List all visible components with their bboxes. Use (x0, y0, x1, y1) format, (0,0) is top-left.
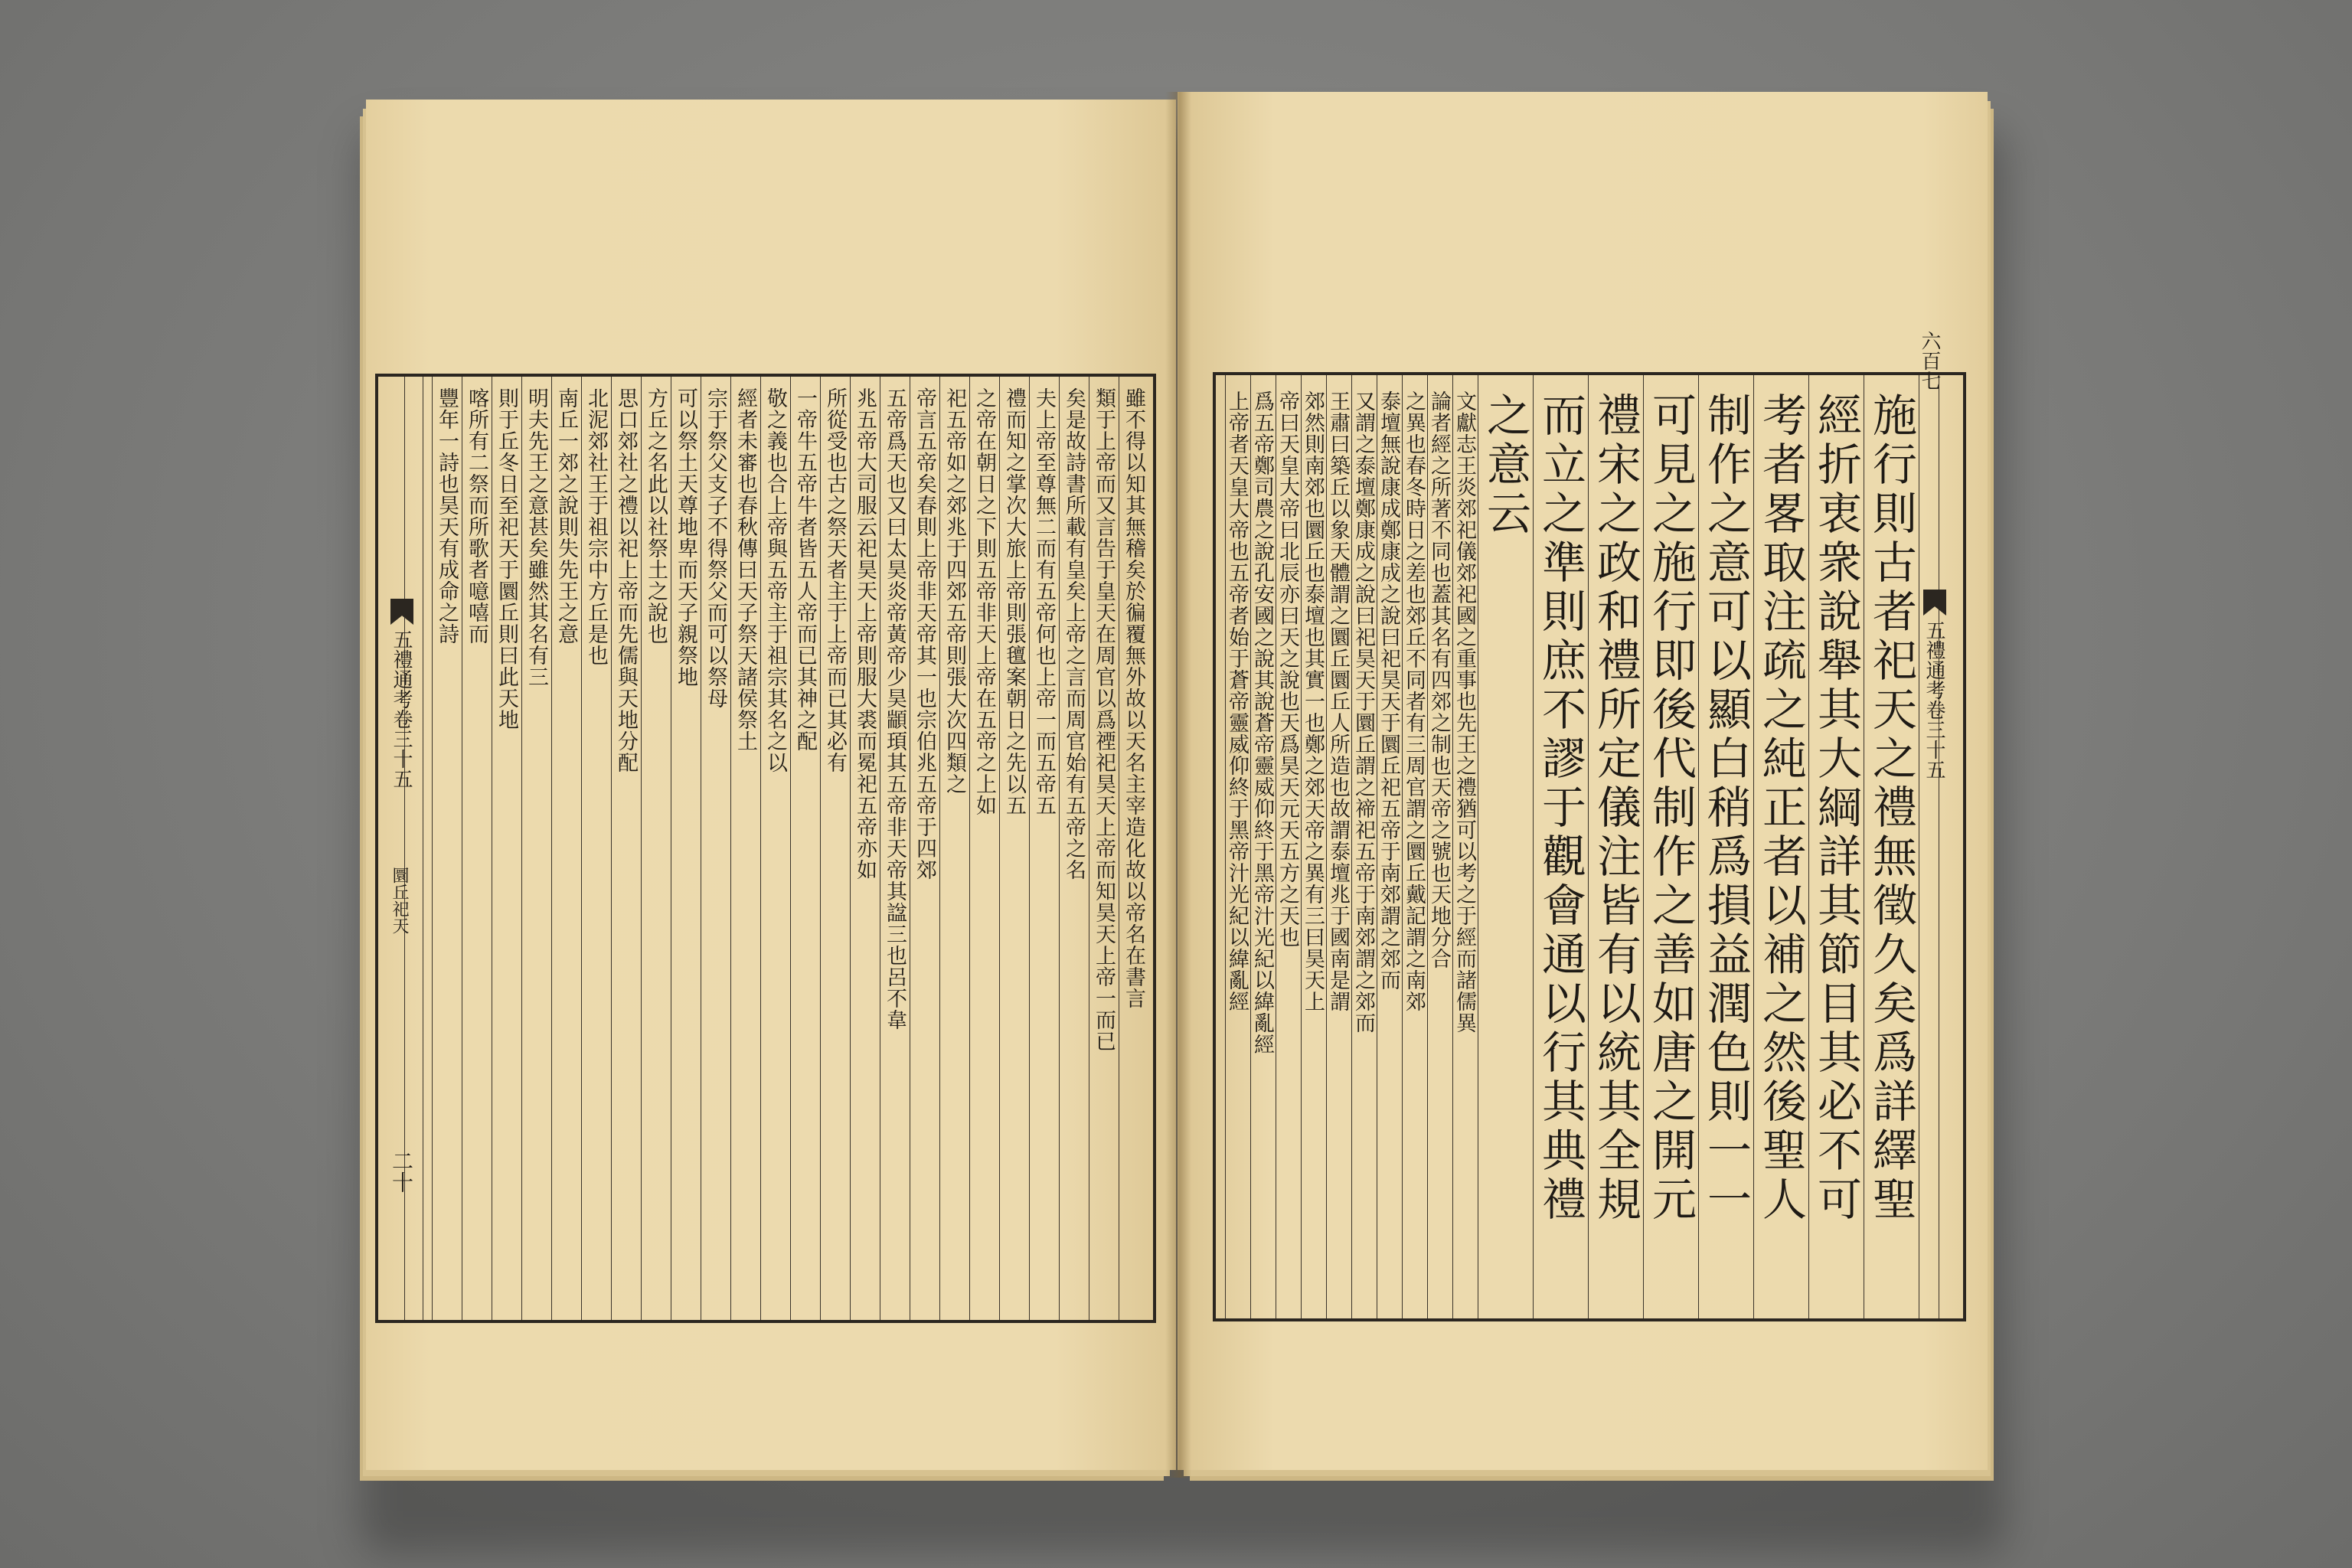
column-rule (820, 377, 821, 1320)
text-column: 宗于祭父支子不得祭父而可以祭母 (704, 387, 727, 709)
text-column: 禮宋之政和禮所定儀注皆有以統其全規 (1589, 392, 1642, 1225)
text-column: 祀五帝如之郊兆于四郊五帝則張大次四類之 (942, 387, 966, 795)
column-rule (969, 377, 970, 1320)
text-column: 之意云 (1479, 392, 1531, 539)
column-rule (939, 377, 940, 1320)
text-column: 敬之義也合上帝與五帝主于祖宗其名之以 (763, 387, 787, 773)
text-column: 泰壇無說康成鄭康成之說曰祀昊天于圜丘祀五帝于南郊謂之郊而 (1377, 390, 1400, 991)
text-column: 考者畧取注疏之純正者以補之然後聖人 (1755, 392, 1807, 1225)
left-text-frame (375, 374, 1156, 1323)
text-column: 雖不得以知其無稽矣於徧覆無外故以天名主宰造化故以帝名在書言 (1122, 387, 1145, 1009)
text-column: 帝曰天皇大帝曰北辰亦曰天之說也天爲昊天元天五方之天也 (1276, 390, 1299, 948)
text-column: 施行則古者祀天之禮無徵久矣爲詳繹聖 (1865, 392, 1917, 1225)
column-rule (521, 377, 522, 1320)
text-column: 文獻志王炎郊祀儀郊祀國之重事也先王之禮猶可以考之于經而諸儒異 (1452, 390, 1476, 1034)
text-column: 豐年一詩也昊天有成命之詩 (435, 387, 459, 645)
text-column: 王肅曰築丘以象天體謂之圜丘圜丘人所造也故謂泰壇兆于國南是謂 (1326, 390, 1350, 1012)
text-column: 又謂之泰壇鄭康成之說曰祀昊天于圜丘謂之禘祀五帝于南郊謂之郊而 (1351, 390, 1375, 1034)
text-column: 五帝爲天也又曰太昊炎帝黃帝少昊顓頊其五帝非天帝其諡三也呂不韋 (883, 387, 906, 1031)
fishtail-mark (1923, 590, 1946, 616)
text-column: 經者未審也春秋傳曰天子祭天諸侯祭土 (733, 387, 757, 752)
column-rule (850, 377, 851, 1320)
fold-title: 五禮通考卷三十五 (1922, 620, 1945, 779)
text-column: 喀所有二祭而所歌者噫嘻而 (465, 387, 488, 645)
fold-title: 五禮通考卷三十五 (390, 629, 413, 789)
column-rule (790, 377, 791, 1320)
column-rule (581, 377, 582, 1320)
text-column: 明夫先王之意甚矣雖然其名有三 (524, 387, 548, 688)
text-column: 則于丘冬日至祀天于圜丘則曰此天地 (495, 387, 518, 730)
text-column: 思口郊社之禮以祀上帝而先儒與天地分配 (614, 387, 638, 773)
text-column: 爲五帝鄭司農之說孔安國之說其說蒼帝靈威仰終于黑帝汁光紀以緯亂經 (1250, 390, 1274, 1055)
fold-section: 圜丘祀天 (390, 867, 409, 934)
column-rule (999, 377, 1000, 1320)
text-column: 論者經之所著不同也蓋其名有四郊之制也天帝之號也天地分合 (1427, 390, 1451, 969)
column-rule (1059, 377, 1060, 1320)
text-column: 而立之準則庶不謬于觀會通以行其典禮 (1534, 392, 1586, 1225)
column-rule (551, 377, 552, 1320)
text-column: 一帝牛五帝牛者皆五人帝而已其神之配 (793, 387, 817, 752)
book-gutter (1165, 92, 1191, 1478)
column-rule (1698, 375, 1699, 1318)
column-rule (1533, 375, 1534, 1318)
text-column: 南丘一郊之說則失先王之意 (554, 387, 578, 645)
right-text-frame (1213, 331, 1966, 1321)
text-column: 北泥郊社王于祖宗中方丘是也 (584, 387, 608, 666)
text-column: 郊然則南郊也圜丘也泰壇也其實一也鄭之郊天帝之異有三曰昊天上 (1301, 390, 1325, 1012)
text-column: 經折衷衆說舉其大綱詳其節目其必不可 (1810, 392, 1862, 1225)
text-column: 帝言五帝矣春則上帝非天帝其一也宗伯兆五帝于四郊 (913, 387, 936, 880)
fishtail-mark (390, 599, 413, 625)
column-rule (432, 377, 433, 1320)
text-column: 之異也春冬時日之差也郊丘不同者有三周官謂之圜丘戴記謂之南郊 (1402, 390, 1426, 1012)
text-column: 類于上帝而又言告于皇天在周官以爲禋祀昊天上帝而知昊天上帝一而已 (1092, 387, 1116, 1052)
text-column: 所從受也古之祭天者主于上帝而已其必有 (823, 387, 847, 773)
text-column: 禮而知之掌次大旅上帝則張氊案朝日之先以五 (1002, 387, 1026, 816)
text-column: 可見之施行即後代制作之善如唐之開元 (1645, 392, 1697, 1225)
column-rule (1588, 375, 1589, 1318)
column-rule (611, 377, 612, 1320)
column-rule (641, 377, 642, 1320)
text-column: 之帝在朝日之下則五帝非天上帝在五帝之上如 (972, 387, 996, 816)
text-column: 制作之意可以顯白稍爲損益潤色則一一 (1700, 392, 1752, 1225)
text-column: 方丘之名此以社祭土之說也 (644, 387, 668, 645)
column-rule (1753, 375, 1754, 1318)
text-column: 可以祭土天尊地卑而天子親祭地 (674, 387, 697, 688)
page-number: 二十 (389, 1150, 414, 1193)
column-rule (1029, 377, 1030, 1320)
top-note: 六百七 (1918, 331, 1941, 390)
column-rule (730, 377, 731, 1320)
text-column: 兆五帝大司服云祀昊天上帝則服大裘而冕祀五帝亦如 (853, 387, 877, 880)
text-column: 上帝者天皇大帝也五帝者始于蒼帝靈威仰終于黑帝汁光紀以緯亂經 (1225, 390, 1249, 1012)
column-rule (1808, 375, 1809, 1318)
text-column: 矣是故詩書所載有皇矣上帝之言而周官始有五帝之名 (1062, 387, 1086, 880)
column-rule (1643, 375, 1644, 1318)
column-rule (760, 377, 761, 1320)
text-column: 夫上帝至尊無二而有五帝何也上帝一而五帝五 (1032, 387, 1056, 816)
